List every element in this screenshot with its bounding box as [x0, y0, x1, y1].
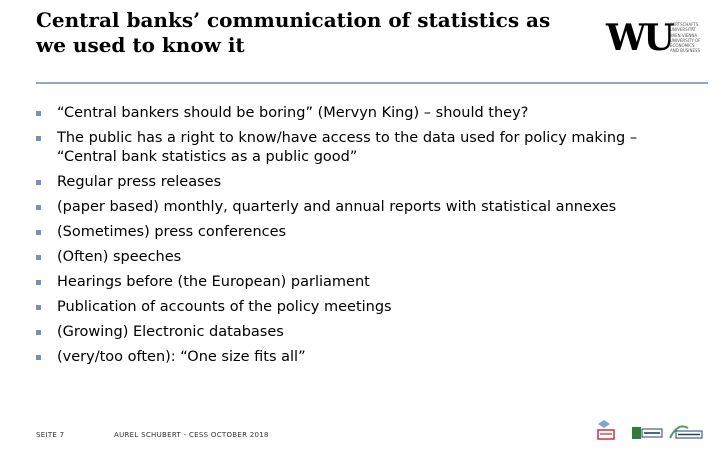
bullet-item [36, 173, 646, 192]
bullet-text: (Growing) Electronic databases [57, 324, 284, 340]
bullet-item [36, 248, 646, 267]
bullet-text: Publication of accounts of the policy meetings [57, 299, 392, 315]
bullet-marker-icon [36, 255, 41, 260]
bullet-marker-icon [36, 305, 41, 310]
slide-title: Central banks’ communication of statistics as we used to know it [36, 8, 551, 57]
bullet-marker-icon [36, 180, 41, 185]
bullet-marker-icon [36, 136, 41, 141]
bullet-list [36, 104, 646, 373]
footer-page-number: SEITE 7 [36, 431, 65, 439]
wu-logo-mark: WU [606, 17, 672, 59]
amba-logo [670, 426, 702, 438]
wu-logo-line: ECONOMICS [670, 43, 695, 49]
bullet-text: The public has a right to know/have access to the data used for policy making – “Central bank statistics as a public good” [57, 130, 638, 165]
wu-logo-line: UNIVERSITÄT [670, 27, 696, 33]
bullet-text: (paper based) monthly, quarterly and annual reports with statistical annexes [57, 199, 617, 215]
equis-logo [598, 420, 614, 439]
aacsb-logo [632, 427, 662, 439]
wu-logo-line: AND BUSINESS [670, 48, 701, 54]
bullet-item [36, 129, 646, 167]
bullet-text: (Often) speeches [57, 249, 182, 265]
wu-logo-text [670, 22, 710, 54]
bullet-text: Regular press releases [57, 174, 222, 190]
bullet-item [36, 223, 646, 242]
bullet-item [36, 323, 646, 342]
bullet-item [36, 198, 646, 217]
bullet-text: (very/too often): “One size fits all” [57, 349, 306, 365]
bullet-item [36, 104, 646, 123]
bullet-text: Hearings before (the European) parliament [57, 274, 370, 290]
title-divider [36, 82, 708, 84]
accreditation-logos [594, 418, 706, 444]
wu-logo [606, 18, 708, 90]
bullet-text: (Sometimes) press conferences [57, 224, 287, 240]
wu-logo-line: UNIVERSITY OF [670, 37, 701, 43]
bullet-text: “Central bankers should be boring” (Mervyn King) – should they? [57, 105, 529, 121]
bullet-item [36, 348, 646, 367]
wu-logo-line: WIRTSCHAFTS [670, 22, 699, 27]
bullet-marker-icon [36, 111, 41, 116]
bullet-marker-icon [36, 330, 41, 335]
bullet-marker-icon [36, 230, 41, 235]
bullet-marker-icon [36, 280, 41, 285]
wu-logo-line: WIEN VIENNA [670, 32, 698, 38]
bullet-item [36, 273, 646, 292]
bullet-marker-icon [36, 355, 41, 360]
bullet-item [36, 298, 646, 317]
bullet-marker-icon [36, 205, 41, 210]
footer-author: AUREL SCHUBERT - CESS OCTOBER 2018 [114, 431, 269, 439]
